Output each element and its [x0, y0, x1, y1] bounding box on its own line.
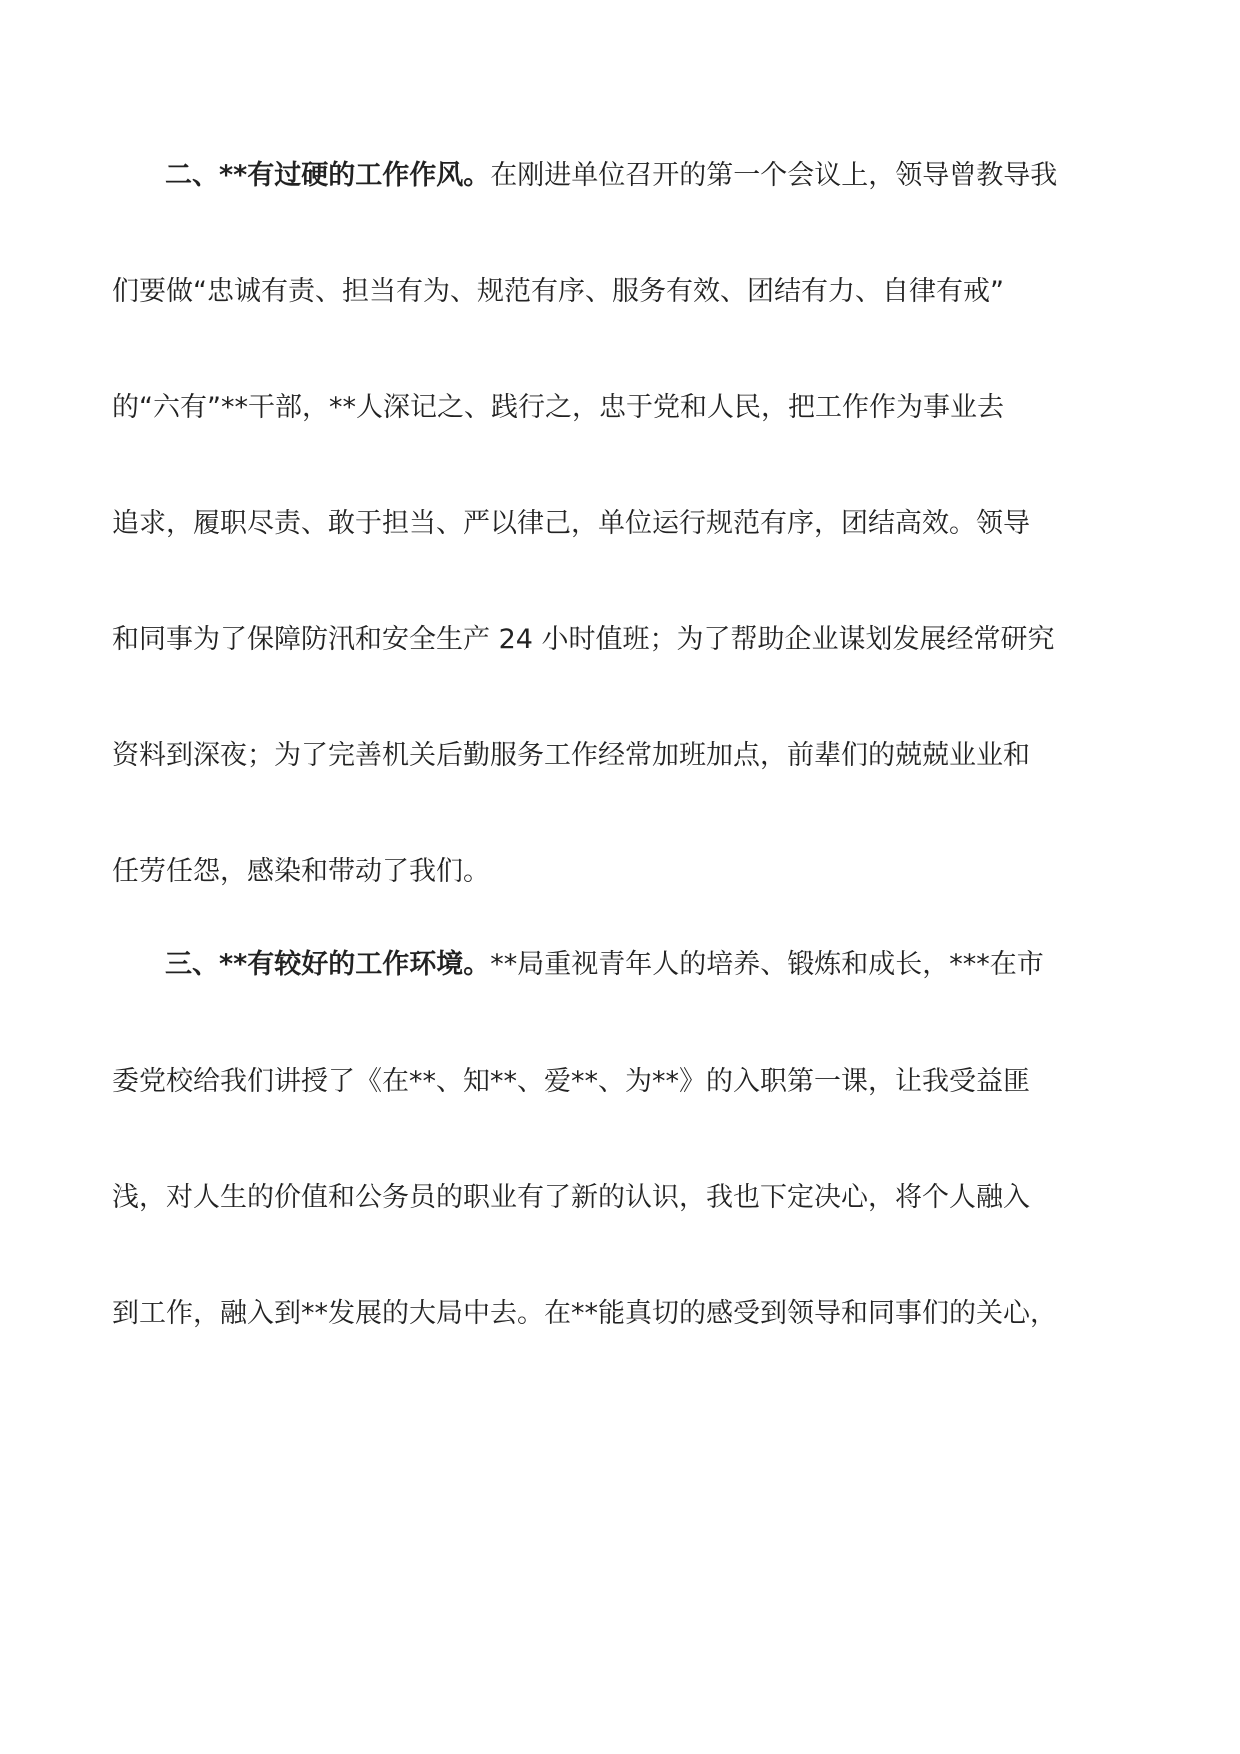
- paragraph-2-line-2: 们要做“忠诚有责、担当有为、规范有序、服务有效、团结有力、自律有戒”: [112, 276, 1004, 307]
- paragraph-3-line-4: 到工作，融入到**发展的大局中去。在**能真切的感受到领导和同事们的关心，: [112, 1298, 1057, 1329]
- paragraph-3-heading: 三、**有较好的工作环境。: [165, 949, 491, 980]
- paragraph-2-text: 在刚进单位召开的第一个会议上，领导曾教导我: [490, 160, 1058, 191]
- paragraph-2-line-7: 任劳任怨，感染和带动了我们。: [112, 856, 490, 887]
- paragraph-3-line-3: 浅，对人生的价值和公务员的职业有了新的认识，我也下定决心，将个人融入: [112, 1182, 1030, 1213]
- paragraph-2-line-4: 追求，履职尽责、敢于担当、严以律己，单位运行规范有序，团结高效。领导: [112, 508, 1030, 539]
- paragraph-3-text: **局重视青年人的培养、锻炼和成长，***在市: [490, 949, 1044, 980]
- paragraph-2-line-5: 和同事为了保障防汛和安全生产 24 小时值班；为了帮助企业谋划发展经常研究: [112, 624, 1055, 655]
- paragraph-2-line-1: [165, 158, 1057, 194]
- paragraph-2-heading: 二、**有过硬的工作作风。: [165, 160, 491, 191]
- paragraph-3-line-2: 委党校给我们讲授了《在**、知**、爱**、为**》的入职第一课，让我受益匪: [112, 1066, 1030, 1097]
- paragraph-2-line-6: 资料到深夜；为了完善机关后勤服务工作经常加班加点，前辈们的兢兢业业和: [112, 740, 1030, 771]
- paragraph-3-line-1: [165, 947, 1044, 983]
- paragraph-2-line-3: 的“六有”**干部，**人深记之、践行之，忠于党和人民，把工作作为事业去: [112, 392, 1004, 423]
